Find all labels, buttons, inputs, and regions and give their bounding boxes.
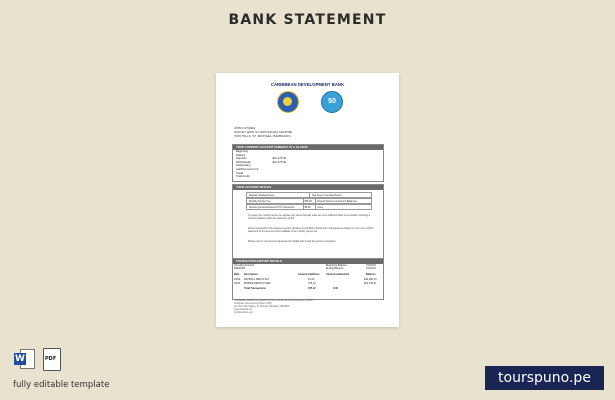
account-label: Checking Account bbox=[234, 264, 255, 267]
fully-editable-label: fully editable template bbox=[13, 380, 110, 390]
summary-label: Total Credit bbox=[236, 175, 250, 179]
footer-line: P.O. Box 408, Wildey, St. Michael, Barbados, BB11000 bbox=[234, 306, 290, 308]
summary-label: Credit bbox=[236, 171, 244, 175]
tx-total-label: Total Transactions bbox=[244, 287, 266, 290]
summary-value bbox=[270, 175, 286, 179]
footer-line: Caribbean Development Bank (CDB) bbox=[234, 303, 272, 305]
col-balance: Balance bbox=[366, 273, 376, 276]
fee-paragraph: All fees assessed to this statement period, including non-Sufficient Funds fees, will appear as charges on your next monthly statement for the account that is available to the monthly service fee. bbox=[248, 228, 374, 233]
account-number: 00000000 bbox=[234, 267, 246, 270]
tx-date: 01/02 bbox=[234, 278, 241, 281]
fee-cell: Regular Checking Fees bbox=[247, 193, 310, 197]
tx-addition: 10.00 bbox=[308, 278, 315, 281]
col-subtracted: Amount subtracted bbox=[326, 273, 349, 276]
pdf-icon bbox=[43, 348, 65, 372]
address-line: JOHN CITIZEN bbox=[234, 126, 256, 130]
summary-label: balance bbox=[236, 153, 246, 157]
footer-line: info@caribank.org bbox=[234, 312, 253, 314]
anniversary-badge: 50 bbox=[321, 91, 343, 113]
summary-label: Withdrawals bbox=[236, 160, 251, 164]
tx-balance: $10,105.31 bbox=[364, 282, 377, 285]
footnote: Transaction details are provided for your records. Amounts shown are in BBD. bbox=[234, 300, 314, 302]
fee-cell: Review Sources & Account Balances bbox=[317, 200, 357, 203]
section-header: YOUR CURRENT ACCOUNT SUMMARY AT A GLANCE bbox=[233, 145, 383, 150]
word-icon bbox=[14, 348, 36, 372]
page-title: BANK STATEMENT bbox=[228, 12, 387, 28]
begin-date: 01/01/19 bbox=[366, 264, 376, 267]
pdf-label: PDF bbox=[45, 356, 57, 362]
ending-label: Ending Balance bbox=[326, 267, 344, 270]
fee-table bbox=[246, 192, 372, 210]
address-line: WILDEY MAIN ST INDUSTRIAL CENTRE bbox=[234, 130, 292, 135]
bank-footer bbox=[234, 303, 290, 315]
fee-cell: $0.00 bbox=[304, 205, 316, 209]
section-header: TRANSACTION HISTORY DETAILS bbox=[233, 259, 383, 264]
fee-cell: Your Fees / Incentive Period bbox=[311, 194, 342, 197]
summary-value: $10,475.00 bbox=[272, 160, 286, 164]
ending-date: 01/31/19 bbox=[366, 267, 376, 270]
fee-cell: Service Fee Exclusions At FTF Connection bbox=[247, 205, 304, 209]
account-summary-section bbox=[232, 144, 384, 182]
tx-total-additions: 375.12 bbox=[308, 287, 316, 290]
bank-seal-icon bbox=[277, 91, 299, 113]
col-additions: Amount Additions bbox=[298, 273, 320, 276]
fee-cell: $45.00 bbox=[304, 199, 316, 203]
customer-address bbox=[234, 126, 292, 139]
address-line: TWO HILLS, ST. MICHAEL, BARBADOS bbox=[234, 134, 291, 139]
tx-description: PAYROLL DEP ID 015 bbox=[244, 278, 269, 281]
tx-addition: 375.12 bbox=[308, 282, 316, 285]
tx-balance: $10,486.43 bbox=[364, 278, 377, 281]
summary-label: Beginning bbox=[236, 150, 248, 153]
summary-value: $10,475.00 bbox=[272, 157, 286, 161]
tx-date: 01/03 bbox=[234, 282, 241, 285]
col-date: Date bbox=[234, 273, 240, 276]
brand-link[interactable]: tourspuno.pe bbox=[485, 366, 604, 390]
statement-preview bbox=[216, 73, 399, 327]
tx-description: MOBILE DEPOSIT REF bbox=[244, 282, 271, 285]
summary-label: Outstanding bbox=[236, 164, 251, 168]
fee-paragraph: To ensure the monthly service fee applies only where deposits made are not a sufficient offset to be avoided, including a minimum balance within the statement period. bbox=[248, 215, 370, 220]
bank-name: CARIBBEAN DEVELOPMENT BANK bbox=[270, 82, 345, 87]
fee-cell: Fees bbox=[317, 206, 323, 209]
fee-cell: Monthly Service Fee bbox=[247, 199, 304, 203]
footer-line: www.caribank.org bbox=[234, 309, 253, 311]
section-header: YOUR ACCOUNT DETAILS bbox=[233, 185, 383, 190]
fee-paragraph: Please refer to your Account Agreement for details about each fee and any exceptions. bbox=[248, 241, 337, 243]
summary-label: Deposits bbox=[236, 157, 247, 161]
begin-label: Beginning Balance bbox=[326, 264, 347, 267]
word-letter: W bbox=[15, 354, 25, 364]
tx-total-subtracted: 0.00 bbox=[333, 287, 338, 290]
col-description: Description bbox=[244, 273, 258, 276]
summary-label: cashflow (account) bbox=[236, 167, 259, 171]
